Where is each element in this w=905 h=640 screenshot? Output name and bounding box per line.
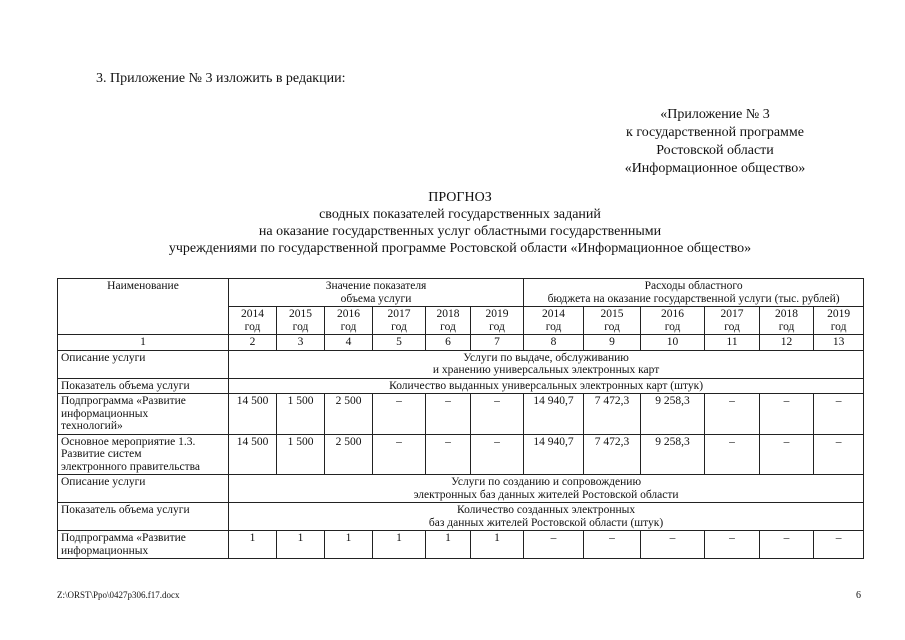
expense-cell: – [814, 531, 864, 559]
value-cell: 1 [373, 531, 426, 559]
table-row [58, 531, 864, 559]
expense-cell: – [705, 394, 760, 435]
value-cell: 1 500 [277, 394, 325, 435]
expense-cell: – [641, 531, 705, 559]
table-row [58, 394, 864, 435]
year-cell: 2018 год [760, 307, 814, 335]
forecast-table [57, 278, 864, 559]
value-cell: – [373, 434, 426, 475]
table-row [58, 434, 864, 475]
value-cell: 2 500 [325, 434, 373, 475]
year-cell: 2015 год [277, 307, 325, 335]
page-number: 6 [856, 590, 861, 601]
service-description: Услуги по созданию и сопровождению электронных баз данных жителей Ростовской области [229, 475, 864, 503]
document-title [60, 189, 860, 257]
appendix-line: «Приложение № 3 [660, 107, 770, 122]
expense-cell: 9 258,3 [641, 434, 705, 475]
year-cell: 2017 год [705, 307, 760, 335]
expense-cell: – [814, 434, 864, 475]
row-label: Описание услуги [58, 350, 229, 378]
expense-cell: 14 940,7 [524, 434, 584, 475]
header-name-cell: Наименование [58, 279, 229, 335]
value-cell: 1 [426, 531, 471, 559]
year-cell: 2017 год [373, 307, 426, 335]
service-description-row [58, 350, 864, 378]
row-label: Подпрограмма «Развитие информационных [58, 531, 229, 559]
year-cell: 2018 год [426, 307, 471, 335]
value-cell: 1 500 [277, 434, 325, 475]
expense-cell: – [814, 394, 864, 435]
file-path: Z:\ORST\Ppo\0427p306.f17.docx [57, 590, 180, 600]
column-number-row [58, 335, 864, 351]
value-cell: 1 [471, 531, 524, 559]
header-row-groups [58, 279, 864, 307]
header-expense-group: Расходы областного бюджета на оказание государственной услуги (тыс. рублей) [524, 279, 864, 307]
expense-cell: 7 472,3 [584, 394, 641, 435]
title-line: учреждениями по государственной программе Ростовской области «Информационное общество» [168, 241, 752, 256]
column-number: 5 [373, 335, 426, 351]
column-number: 13 [814, 335, 864, 351]
row-label: Показатель объема услуги [58, 503, 229, 531]
column-number: 10 [641, 335, 705, 351]
row-label: Описание услуги [58, 475, 229, 503]
volume-indicator: Количество выданных универсальных электронных карт (штук) [229, 378, 864, 394]
year-cell: 2016 год [325, 307, 373, 335]
expense-cell: – [705, 531, 760, 559]
service-description-row [58, 475, 864, 503]
expense-cell: – [524, 531, 584, 559]
value-cell: – [471, 434, 524, 475]
expense-cell: – [760, 394, 814, 435]
row-label: Подпрограмма «Развитие информационных технологий» [58, 394, 229, 435]
appendix-reference [585, 106, 845, 178]
title-line: на оказание государственных услуг областными государственными [258, 224, 662, 239]
volume-indicator-row [58, 378, 864, 394]
column-number: 6 [426, 335, 471, 351]
row-label: Показатель объема услуги [58, 378, 229, 394]
year-cell: 2015 год [584, 307, 641, 335]
year-cell: 2016 год [641, 307, 705, 335]
title-line: сводных показателей государственных заданий [319, 207, 601, 222]
column-number: 7 [471, 335, 524, 351]
value-cell: – [426, 394, 471, 435]
expense-cell: 14 940,7 [524, 394, 584, 435]
title-line: ПРОГНОЗ [428, 190, 492, 205]
value-cell: 1 [229, 531, 277, 559]
year-cell: 2019 год [471, 307, 524, 335]
value-cell: 14 500 [229, 434, 277, 475]
appendix-line: к государственной программе [626, 125, 804, 140]
column-number: 8 [524, 335, 584, 351]
header-value-group: Значение показателя объема услуги [229, 279, 524, 307]
value-cell: 2 500 [325, 394, 373, 435]
column-number: 2 [229, 335, 277, 351]
value-cell: 1 [277, 531, 325, 559]
expense-cell: – [705, 434, 760, 475]
volume-indicator-row [58, 503, 864, 531]
column-number: 3 [277, 335, 325, 351]
value-cell: – [426, 434, 471, 475]
intro-text: 3. Приложение № 3 изложить в редакции: [96, 71, 346, 86]
appendix-line: Ростовской области [656, 143, 774, 158]
year-cell: 2019 год [814, 307, 864, 335]
column-number: 1 [58, 335, 229, 351]
year-cell: 2014 год [229, 307, 277, 335]
expense-cell: – [760, 531, 814, 559]
column-number: 11 [705, 335, 760, 351]
volume-indicator: Количество созданных электронных баз данных жителей Ростовской области (штук) [229, 503, 864, 531]
column-number: 12 [760, 335, 814, 351]
expense-cell: – [584, 531, 641, 559]
column-number: 9 [584, 335, 641, 351]
year-cell: 2014 год [524, 307, 584, 335]
row-label: Основное мероприятие 1.3. Развитие систем электронного правительства [58, 434, 229, 475]
expense-cell: – [760, 434, 814, 475]
value-cell: 1 [325, 531, 373, 559]
expense-cell: 9 258,3 [641, 394, 705, 435]
value-cell: 14 500 [229, 394, 277, 435]
service-description: Услуги по выдаче, обслуживанию и хранению универсальных электронных карт [229, 350, 864, 378]
value-cell: – [373, 394, 426, 435]
value-cell: – [471, 394, 524, 435]
column-number: 4 [325, 335, 373, 351]
expense-cell: 7 472,3 [584, 434, 641, 475]
appendix-line: «Информационное общество» [624, 161, 806, 176]
